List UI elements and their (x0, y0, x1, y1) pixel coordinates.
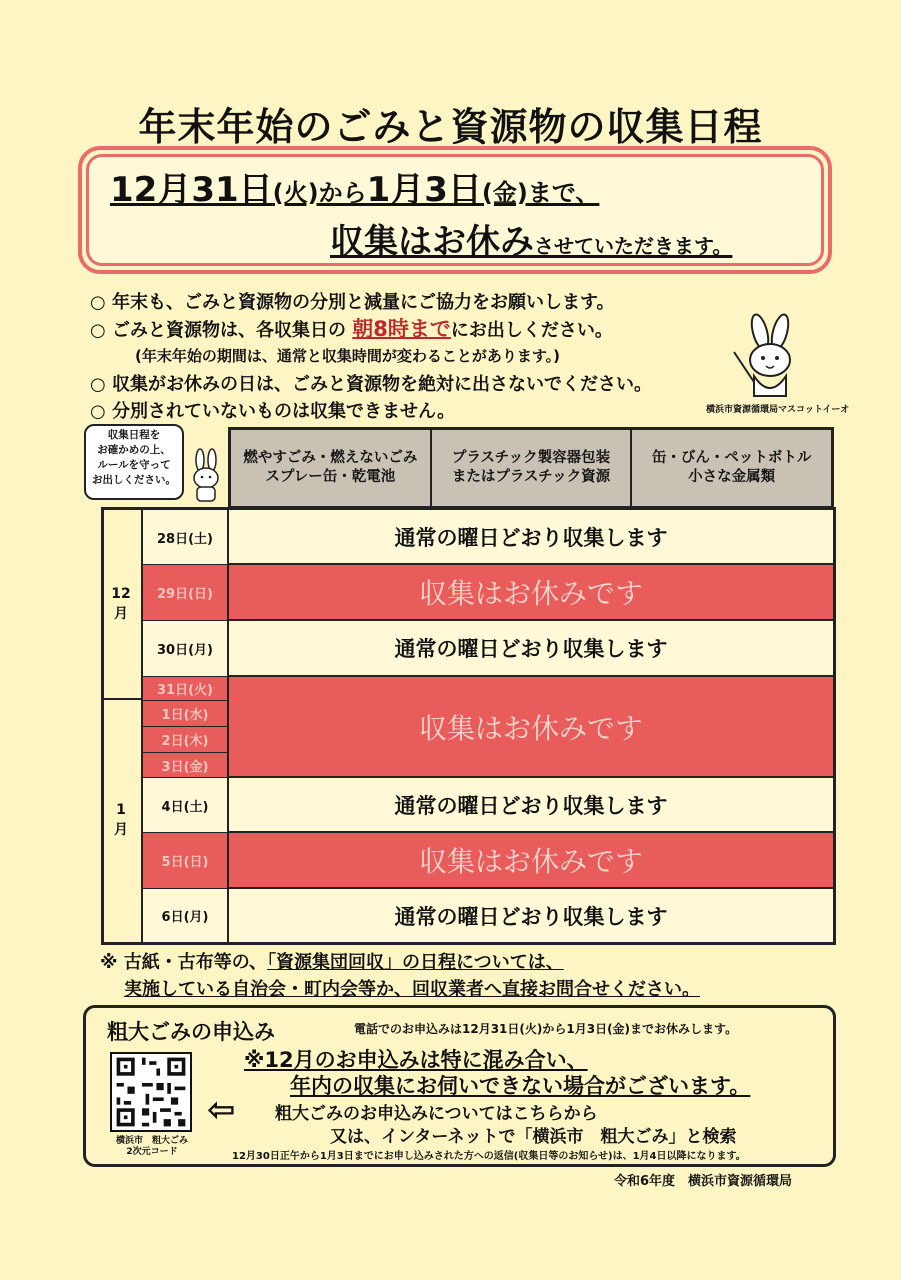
status-row-dec-28: 通常の曜日どおり収集します (229, 510, 833, 565)
notice-until: まで、 (527, 179, 600, 207)
notice-closed-main: 収集はお休み (330, 222, 534, 262)
bulky-waste-title: 粗大ごみの申込み (107, 1020, 275, 1044)
date-jan-6: 6日(月) (143, 889, 229, 942)
qr-caption: 横浜市 粗大ごみ 2次元コード (115, 1136, 188, 1157)
status-row-dec-29: 収集はお休みです (229, 565, 833, 621)
bulky-waste-warning-1: ※12月のお申込みは特に混み合い、 (244, 1048, 588, 1072)
status-row-jan-6: 通常の曜日どおり収集します (229, 889, 833, 942)
bullet-unsorted: ○ 分別されていないものは収集できません。 (90, 401, 456, 422)
notice-start-weekday: (火) (272, 179, 319, 207)
bullet-no-dumping: ○ 収集がお休みの日は、ごみと資源物を絶対に出さないでください。 (90, 374, 652, 395)
speech-bubble: 収集日程を お確かめの上、 ルールを守って お出しください。 (84, 424, 184, 500)
bulky-waste-apply: 粗大ごみのお申込みについてはこちらから (275, 1104, 598, 1124)
bulky-waste-phone-note: 電話でのお申込みは12月31日(火)から1月3日(金)までお休みします。 (354, 1022, 738, 1036)
mascot-caption: 横浜市資源循環局マスコットイーオ (706, 405, 850, 415)
month-december: 12 月 (101, 510, 143, 700)
bulky-waste-search: 又は、インターネットで「横浜市 粗大ごみ」と検索 (330, 1127, 737, 1147)
notice-start-date: 12月31日 (110, 170, 273, 210)
date-jan-4: 4日(土) (143, 778, 229, 833)
bullet-cooperation: ○ 年末も、ごみと資源物の分別と減量にご協力をお願いします。 (90, 292, 615, 313)
notice-dates (110, 162, 599, 211)
notice-closed-tail: させていただきます。 (534, 234, 733, 258)
header-plastic: プラスチック製容器包装 またはプラスチック資源 (432, 430, 633, 506)
bulky-waste-warning-2: 年内の収集にお伺いできない場合がございます。 (290, 1074, 751, 1098)
time-change-note: (年末年始の期間は、通常と収集時間が変わることがあります。) (135, 347, 561, 365)
status-row-jan-4: 通常の曜日どおり収集します (229, 778, 833, 833)
circle-bullet-icon: ○ (90, 401, 106, 422)
schedule-header (228, 427, 834, 509)
header-burnable: 燃やすごみ・燃えないごみ スプレー缶・乾電池 (231, 430, 432, 506)
date-dec-30: 30日(月) (143, 621, 229, 677)
footnote-group-collection: ※ 古紙・古布等の、「資源集団回収」の日程については、 (100, 952, 564, 973)
circle-bullet-icon: ○ (90, 374, 106, 395)
page-title: 年末年始のごみと資源物の収集日程 (138, 105, 763, 149)
date-dec-29: 29日(日) (143, 565, 229, 621)
month-january: 1 月 (101, 700, 143, 942)
mascot-small-icon (186, 448, 226, 504)
bullet-deadline: ○ ごみと資源物は、各収集日の 朝8時までにお出しください。 (90, 317, 613, 341)
notice-end-weekday: (金) (481, 179, 528, 207)
circle-bullet-icon: ○ (90, 320, 106, 341)
mascot-rabbit-icon (730, 312, 806, 400)
date-jan-1: 1日(水) (143, 701, 229, 727)
date-jan-3: 3日(金) (143, 753, 229, 778)
circle-bullet-icon: ○ (90, 292, 106, 313)
date-jan-2: 2日(木) (143, 727, 229, 753)
bulky-waste-reply-note: 12月30日正午から1月3日までにお申し込みされた方への返信(収集日等のお知らせ)は、1月4日以降になります。 (232, 1151, 746, 1162)
notice-from: から (318, 179, 367, 207)
footnote-contact: 実施している自治会・町内会等か、回収業者へ直接お問合せください。 (124, 979, 700, 1000)
deadline-highlight: 朝8時まで (352, 317, 451, 341)
status-row-dec31-jan3: 収集はお休みです (229, 677, 833, 778)
date-dec-28: 28日(土) (143, 510, 229, 565)
left-arrow-icon: ⇦ (207, 1090, 236, 1130)
date-jan-5: 5日(日) (143, 833, 229, 889)
qr-code-icon[interactable] (110, 1052, 192, 1132)
notice-closed (330, 214, 732, 263)
issuer: 令和6年度 横浜市資源循環局 (614, 1174, 793, 1189)
status-row-dec-30: 通常の曜日どおり収集します (229, 621, 833, 677)
status-row-jan-5: 収集はお休みです (229, 833, 833, 889)
header-cans-bottles: 缶・びん・ペットボトル 小さな金属類 (651, 450, 812, 485)
notice-end-date: 1月3日 (366, 170, 482, 210)
date-dec-31: 31日(火) (143, 677, 229, 701)
